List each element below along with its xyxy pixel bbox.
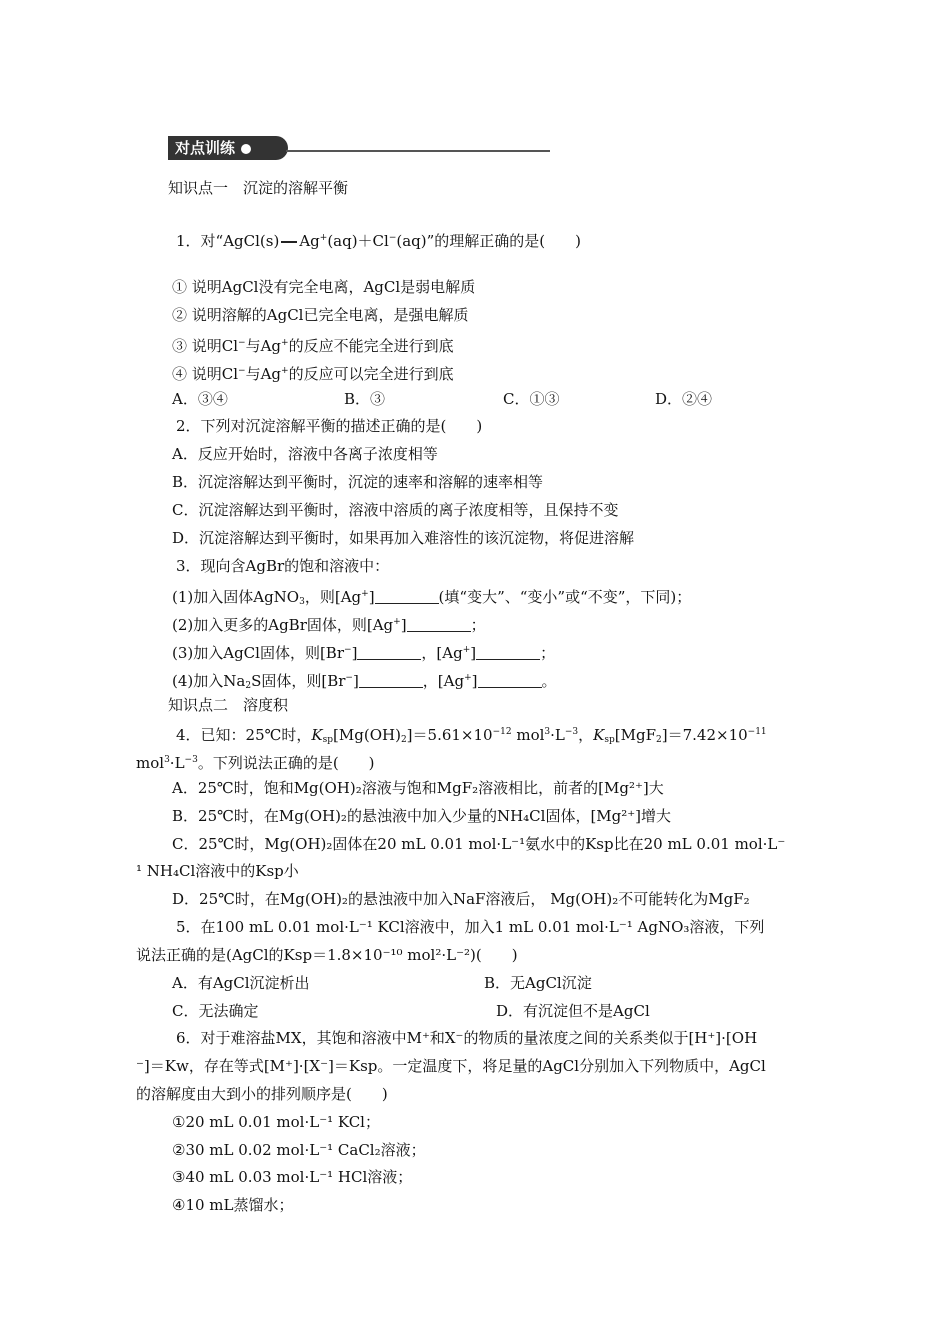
- question-1-stem: 1．对“AgCl(s) Ag+(aq)＋Cl−(aq)”的理解正确的是( ): [176, 232, 582, 250]
- section-tag: [168, 136, 288, 160]
- q2-choice-C: C．沉淀溶解达到平衡时，溶液中溶质的离子浓度相等，且保持不变: [172, 501, 619, 519]
- q3-part-4: (4)加入$Na_2S$固体，则[Br−] ，[Ag+] 。: [172, 672, 557, 691]
- q4-choice-C-line-1: C．25℃时，Mg(OH)₂固体在20 mL 0.01 mol·L⁻¹氨水中的Ksp比在20 mL 0.01 mol·L⁻: [172, 835, 786, 853]
- q4-choice-A: A．25℃时，饱和Mg(OH)₂溶液与饱和MgF₂溶液相比，前者的[Mg²⁺]大: [172, 779, 664, 797]
- q5-choice-D: D．有沉淀但不是AgCl: [496, 1002, 650, 1020]
- section-header: [168, 136, 550, 162]
- question-3-stem: 3．现向含AgBr的饱和溶液中：: [176, 557, 390, 575]
- q6-item-2: ②30 mL 0.02 mol·L⁻¹ CaCl₂溶液；: [172, 1141, 426, 1159]
- question-5-line-1: 5．在100 mL 0.01 mol·L⁻¹ KCl溶液中，加入1 mL 0.01 mol·L⁻¹ AgNO₃溶液，下列: [176, 918, 765, 936]
- answer-blank: [407, 617, 471, 632]
- question-6-line-1: 6．对于难溶盐MX，其饱和溶液中M⁺和X⁻的物质的量浓度之间的关系类似于[H⁺]·[OH: [176, 1029, 758, 1047]
- answer-blank: [359, 673, 423, 688]
- q2-choice-B: B．沉淀溶解达到平衡时，沉淀的速率和溶解的速率相等: [172, 473, 544, 491]
- knowledge-point-2: 知识点二 溶度积: [168, 696, 289, 714]
- q3-part-2: (2)加入更多的AgBr固体，则[Ag+] ；: [172, 616, 486, 634]
- question-5-line-2: 说法正确的是(AgCl的Ksp＝1.8×10⁻¹⁰ mol²·L⁻²)( ): [136, 946, 518, 964]
- q4-choice-D: D．25℃时，在Mg(OH)₂的悬浊液中加入NaF溶液后， Mg(OH)₂不可能转化为MgF₂: [172, 890, 750, 908]
- q1-option-3: ③ 说明Cl−与Ag+的反应不能完全进行到底: [172, 337, 454, 355]
- question-6-line-3: 的溶解度由大到小的排列顺序是( ): [136, 1085, 388, 1103]
- answer-blank: [478, 673, 542, 688]
- q1-choice-C: C．①③: [503, 390, 560, 408]
- q3-part-3: (3)加入AgCl固体，则[Br−] ，[Ag+] ；: [172, 644, 556, 662]
- equilibrium-arrow-icon: [281, 235, 297, 243]
- q1-option-1: ① 说明AgCl没有完全电离，AgCl是弱电解质: [172, 278, 476, 296]
- knowledge-point-1: 知识点一 沉淀的溶解平衡: [168, 179, 349, 197]
- answer-blank: [476, 645, 540, 660]
- q1-option-2: ② 说明溶解的AgCl已完全电离，是强电解质: [172, 306, 469, 324]
- q1-option-4: ④ 说明Cl−与Ag+的反应可以完全进行到底: [172, 365, 454, 383]
- header-rule: [286, 150, 550, 152]
- q1-choice-B: B．③: [344, 390, 386, 408]
- answer-blank: [357, 645, 421, 660]
- q6-item-3: ③40 mL 0.03 mol·L⁻¹ HCl溶液；: [172, 1168, 413, 1186]
- q1-choice-A: A．③④: [172, 390, 228, 408]
- q4-choice-C-line-2: ¹ NH₄Cl溶液中的Ksp小: [136, 862, 299, 880]
- q6-item-4: ④10 mL蒸馏水；: [172, 1196, 294, 1214]
- q5-choice-B: B．无AgCl沉淀: [484, 974, 592, 992]
- question-2-stem: 2．下列对沉淀溶解平衡的描述正确的是( ): [176, 417, 483, 435]
- section-tag-label: 对点训练: [175, 139, 236, 157]
- q2-choice-A: A．反应开始时，溶液中各离子浓度相等: [172, 445, 438, 463]
- q4-choice-B: B．25℃时，在Mg(OH)₂的悬浊液中加入少量的NH₄Cl固体，[Mg²⁺]增大: [172, 807, 672, 825]
- q2-choice-D: D．沉淀溶解达到平衡时，如果再加入难溶性的该沉淀物，将促进溶解: [172, 529, 635, 547]
- question-4-line-2: $mol^3\cdot L^{-3}$。下列说法正确的是( ): [136, 754, 375, 772]
- q6-item-1: ①20 mL 0.01 mol·L⁻¹ KCl；: [172, 1113, 380, 1131]
- question-6-line-2: ⁻]＝Kw，存在等式[M⁺]·[X⁻]＝Ksp。一定温度下，将足量的AgCl分别加入下列物质中，AgCl: [136, 1057, 766, 1075]
- q3-part-1: (1)加入固体AgNO$_3$，则[Ag+] (填“变大”、“变小”或“不变”，下同)；: [172, 588, 692, 607]
- q5-choice-A: A．有AgCl沉淀析出: [172, 974, 310, 992]
- answer-blank: [375, 589, 439, 604]
- q1-choice-D: D．②④: [655, 390, 713, 408]
- bullet-icon: [241, 144, 251, 154]
- question-4-line-1: 4．已知：25℃时，$K_{sp}[Mg(OH)_2]=5.61\times 10^{-12}$ $mol^3\cdot L^{-3}$，$K_{sp}[MgF_2]=7.42\times 10^{-11}$: [176, 726, 767, 745]
- q5-choice-C: C．无法确定: [172, 1002, 259, 1020]
